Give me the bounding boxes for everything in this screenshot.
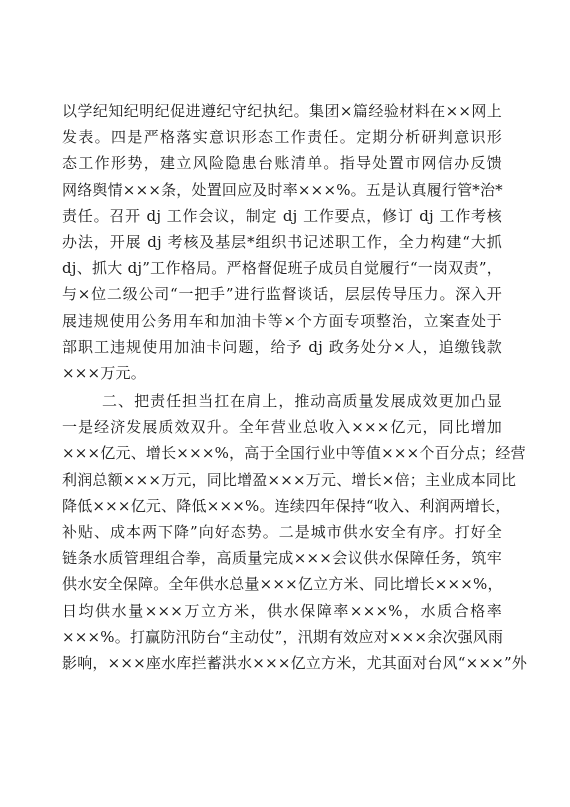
paragraph-line: 发表。四是严格落实意识形态工作责任。定期分析研判意识形	[62, 128, 502, 147]
section-heading-line: 二、把责任担当扛在肩上，推动高质量发展成效更加凸显	[102, 392, 502, 410]
paragraph-line: 部职工违规使用加油卡问题，给予 dj 政务处分×人，追缴钱款	[62, 337, 502, 356]
paragraph-line: 一是经济发展质效双升。全年营业总收入×××亿元，同比增加	[62, 418, 502, 437]
paragraph-line: 态工作形势，建立风险隐患台账清单。指导处置市网信办反馈	[62, 154, 502, 173]
paragraph-line: 利润总额×××万元，同比增盈×××万元、增长×倍；主业成本同比	[62, 470, 517, 489]
paragraph-line: 日均供水量×××万立方米，供水保障率×××%，水质合格率	[62, 601, 502, 620]
paragraph-line: ×××万元。	[62, 363, 146, 382]
paragraph-2	[62, 388, 528, 676]
paragraph-line: 影响，×××座水库拦蓄洪水×××亿立方米，尤其面对台风“×××”外	[62, 653, 528, 672]
paragraph-line: ×××%。打赢防汛防台“主动仗”，汛期有效应对×××余次强风雨	[62, 627, 504, 646]
paragraph-line: dj、抓大 dj”工作格局。严格督促班子成员自觉履行“一岗双责”，	[62, 259, 502, 278]
paragraph-line: 办法，开展 dj 考核及基层*组织书记述职工作，全力构建“大抓	[62, 232, 502, 251]
paragraph-line: 以学纪知纪明纪促进遵纪守纪执纪。集团×篇经验材料在××网上	[62, 102, 502, 120]
paragraph-line: 网络舆情×××条，处置回应及时率×××%。五是认真履行管*治*	[62, 180, 503, 199]
paragraph-line: 供水安全保障。全年供水总量×××亿立方米、同比增长×××%，	[62, 575, 503, 594]
paragraph-line: 与×位二级公司“一把手”进行监督谈话，层层传导压力。深入开	[62, 285, 502, 304]
paragraph-line: 降低×××亿元、降低×××%。连续四年保持“收入、利润两增长，	[62, 496, 511, 515]
paragraph-line: 链条水质管理组合拳，高质量完成×××会议供水保障任务，筑牢	[62, 549, 502, 568]
paragraph-line: 补贴、成本两下降”向好态势。二是城市供水安全有序。打好全	[62, 522, 502, 541]
paragraph-line: ×××亿元、增长×××%，高于全国行业中等值×××个百分点；经营	[62, 444, 526, 463]
paragraph-line: 展违规使用公务用车和加油卡等×个方面专项整治，立案查处于	[62, 311, 502, 330]
paragraph-line: 责任。召开 dj 工作会议，制定 dj 工作要点，修订 dj 工作考核	[62, 206, 502, 225]
paragraph-1	[62, 98, 502, 386]
